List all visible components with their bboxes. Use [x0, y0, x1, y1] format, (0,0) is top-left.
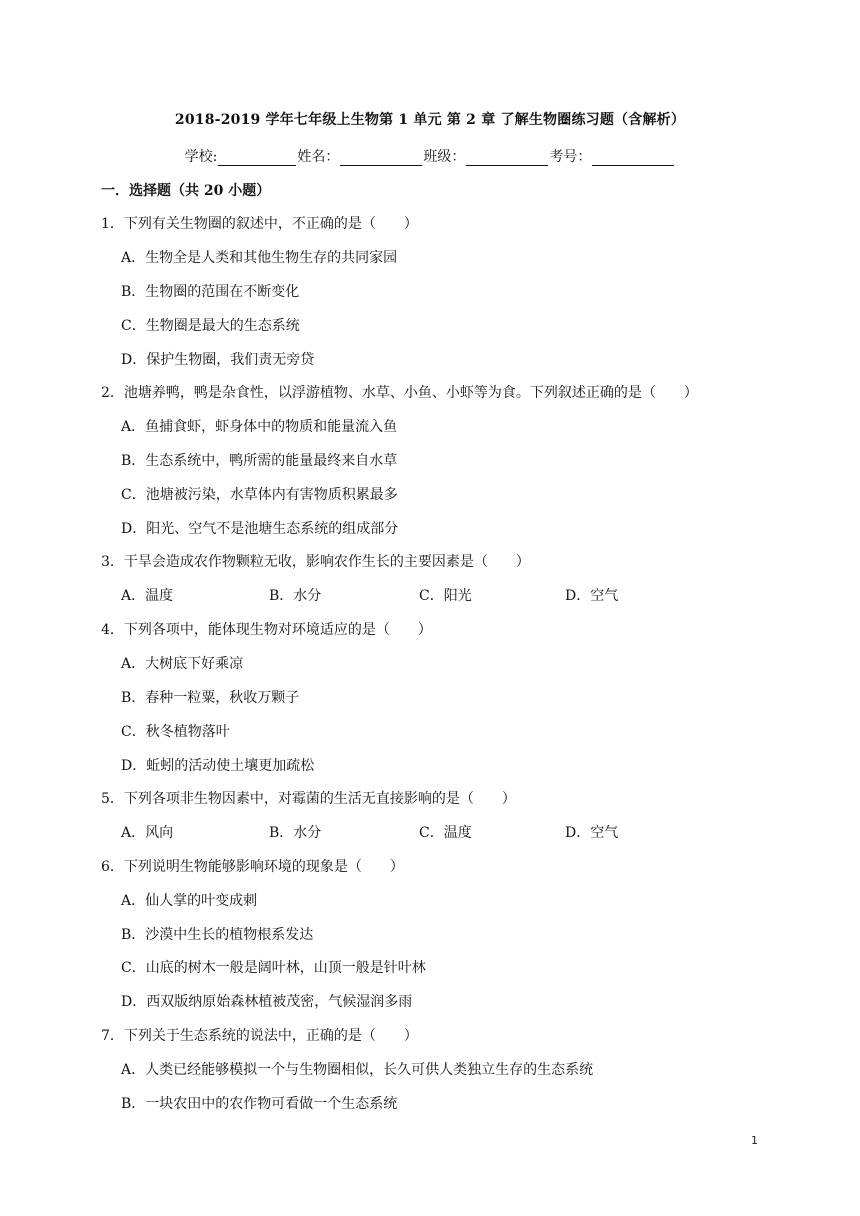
class-blank[interactable]	[466, 151, 548, 166]
school-label: 学校:	[184, 149, 218, 165]
question-5-option-b: B．水分	[269, 825, 322, 841]
student-info-line	[0, 146, 860, 166]
question-6-option-d: D．西双版纳原始森林植被茂密，气候湿润多雨	[121, 994, 413, 1010]
page-number: 1	[751, 1134, 758, 1147]
question-2-stem: 2．池塘养鸭，鸭是杂食性，以浮游植物、水草、小鱼、小虾等为食。下列叙述正确的是（ ）	[101, 385, 698, 401]
school-blank[interactable]	[218, 151, 296, 166]
question-1-option-a: A．生物全是人类和其他生物生存的共同家园	[121, 250, 398, 266]
question-3-option-b: B．水分	[269, 588, 322, 604]
question-6-option-b: B．沙漠中生长的植物根系发达	[121, 927, 314, 943]
name-blank[interactable]	[340, 151, 422, 166]
question-5-option-c: C．温度	[419, 825, 472, 841]
question-4-option-c: C．秋冬植物落叶	[121, 724, 230, 740]
exam-number-blank[interactable]	[592, 151, 674, 166]
question-7-option-b: B．一块农田中的农作物可看做一个生态系统	[121, 1096, 398, 1112]
question-2-option-c: C．池塘被污染，水草体内有害物质积累最多	[121, 487, 398, 503]
question-4-option-b: B．春种一粒粟，秋收万颗子	[121, 690, 300, 706]
question-4-option-a: A．大树底下好乘凉	[121, 656, 244, 672]
question-7-option-a: A．人类已经能够模拟一个与生物圈相似，长久可供人类独立生存的生态系统	[121, 1062, 594, 1078]
question-2-option-d: D．阳光、空气不是池塘生态系统的组成部分	[121, 521, 399, 537]
question-4-stem: 4．下列各项中，能体现生物对环境适应的是（ ）	[101, 622, 432, 638]
question-6-option-c: C．山底的树木一般是阔叶林，山顶一般是针叶林	[121, 960, 426, 976]
question-1-option-d: D．保护生物圈，我们责无旁贷	[121, 352, 315, 368]
question-6-stem: 6．下列说明生物能够影响环境的现象是（ ）	[101, 859, 404, 875]
question-6-option-a: A．仙人掌的叶变成刺	[121, 893, 258, 909]
question-2-option-b: B．生态系统中，鸭所需的能量最终来自水草	[121, 453, 398, 469]
question-1-option-b: B．生物圈的范围在不断变化	[121, 284, 300, 300]
document-title: 2018-2019 学年七年级上生物第 1 单元 第 2 章 了解生物圈练习题（含解析）	[174, 112, 686, 128]
question-5-option-d: D．空气	[565, 825, 619, 841]
question-5-stem: 5．下列各项非生物因素中，对霉菌的生活无直接影响的是（ ）	[101, 791, 516, 807]
question-2-option-a: A．鱼捕食虾，虾身体中的物质和能量流入鱼	[121, 419, 398, 435]
question-4-option-d: D．蚯蚓的活动使土壤更加疏松	[121, 758, 315, 774]
question-3-option-c: C．阳光	[419, 588, 472, 604]
question-3-option-d: D．空气	[565, 588, 619, 604]
question-3-option-a: A．温度	[121, 588, 174, 604]
question-3-stem: 3．干旱会造成农作物颗粒无收，影响农作生长的主要因素是（ ）	[101, 554, 530, 570]
exam-number-label: 考号：	[549, 149, 592, 165]
question-5-option-a: A．风向	[121, 825, 174, 841]
section-heading: 一．选择题（共 20 小题）	[101, 183, 271, 199]
question-1-stem: 1．下列有关生物圈的叙述中，不正确的是（ ）	[101, 216, 418, 232]
class-label: 班级：	[423, 149, 466, 165]
question-1-option-c: C．生物圈是最大的生态系统	[121, 318, 300, 334]
question-7-stem: 7．下列关于生态系统的说法中，正确的是（ ）	[101, 1028, 418, 1044]
name-label: 姓名：	[297, 149, 340, 165]
